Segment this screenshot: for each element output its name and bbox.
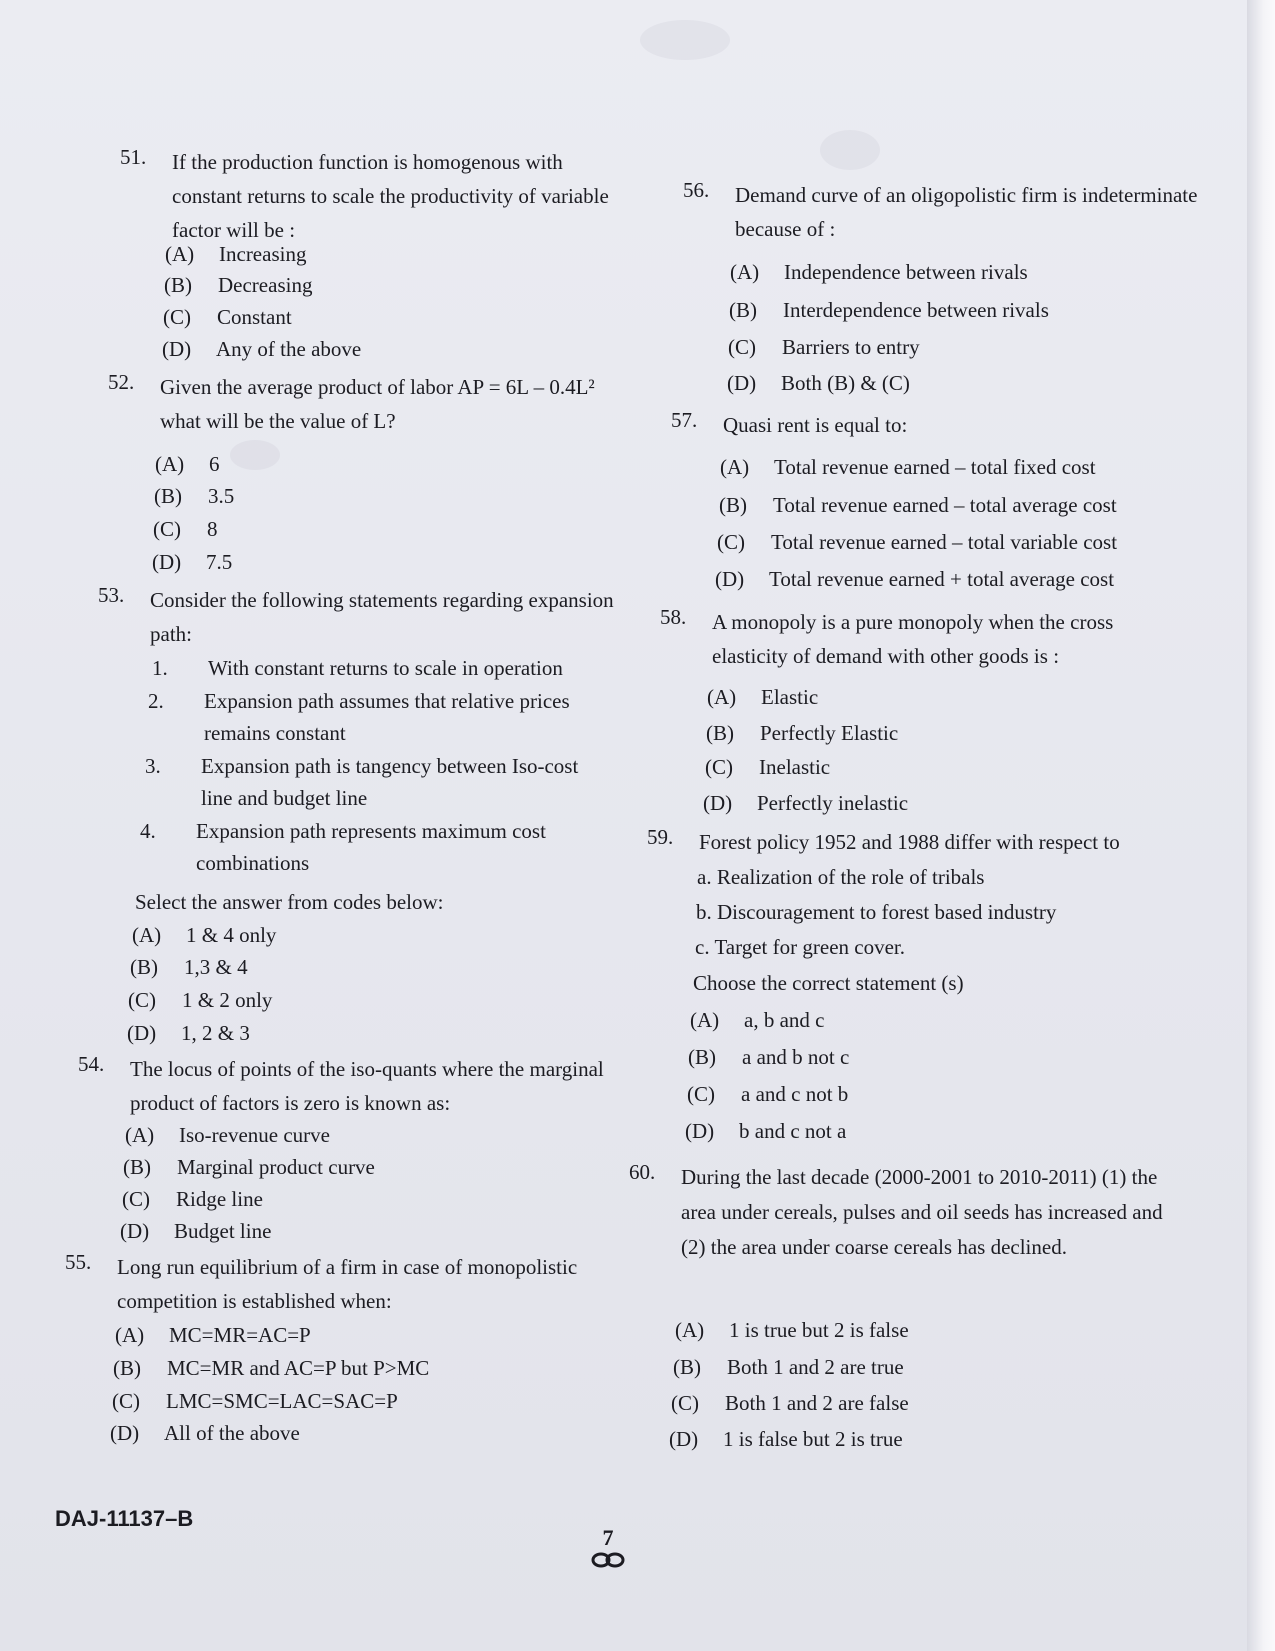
option-text: 1,3 & 4 [184,955,248,979]
option-label: (D) [110,1421,140,1445]
option-label: (D) [703,791,733,815]
option-b[interactable] [164,268,312,302]
option-c[interactable] [128,983,272,1017]
statement-text: Expansion path represents maximum cost combinations [196,819,546,875]
option-text: MC=MR=AC=P [169,1323,311,1347]
question-number: 58. [660,605,687,629]
option-d[interactable] [727,366,910,400]
option-b[interactable] [719,488,1117,522]
option-a[interactable] [165,237,306,271]
option-b[interactable] [706,716,898,750]
option-text: 8 [207,517,218,541]
option-text: Constant [217,305,292,329]
option-a[interactable] [730,255,1028,289]
option-label: (D) [685,1119,715,1143]
option-text: Budget line [174,1219,272,1243]
option-label: (D) [727,371,757,395]
option-c[interactable] [112,1384,398,1418]
paper-code: DAJ-11137–B [55,1506,194,1531]
option-b[interactable] [154,479,234,513]
option-label: (A) [690,1008,720,1032]
option-label: (D) [127,1021,157,1045]
question-stem: Given the average product of labor AP = 6L – 0.4L² what will be the value of L? [160,375,595,433]
question-number: 55. [65,1250,92,1274]
option-text: 1, 2 & 3 [181,1021,250,1045]
page-edge [1247,0,1275,1651]
sub-item-a: a. Realization of the role of tribals [697,865,985,889]
option-text: Barriers to entry [782,335,920,359]
option-a[interactable] [125,1118,330,1152]
statement-number: 2. [148,689,164,713]
option-b[interactable] [673,1350,904,1384]
option-text: Interdependence between rivals [783,298,1049,322]
option-label: (A) [155,452,185,476]
option-d[interactable] [162,332,361,366]
question-number: 56. [683,178,710,202]
option-label: (B) [154,484,182,508]
option-text: Ridge line [176,1187,263,1211]
option-text: Total revenue earned – total variable cost [771,530,1118,554]
option-d[interactable] [110,1416,300,1450]
option-label: (A) [125,1123,155,1147]
option-b[interactable] [123,1150,375,1184]
option-label: (B) [130,955,158,979]
option-text: Iso-revenue curve [179,1123,330,1147]
option-d[interactable] [152,545,232,579]
option-text: Perfectly inelastic [757,791,909,815]
option-a[interactable] [707,680,818,714]
option-label: (B) [688,1045,716,1069]
statement-text: With constant returns to scale in operation [208,656,563,680]
option-text: 1 is true but 2 is false [729,1318,909,1342]
option-label: (C) [671,1391,699,1415]
scan-smudge [230,440,280,470]
question-number: 59. [647,825,674,849]
option-text: a and c not b [741,1082,849,1106]
question-stem: Long run equilibrium of a firm in case of monopolistic competition is established when: [117,1255,578,1313]
option-text: 1 is false but 2 is true [723,1427,903,1451]
option-c[interactable] [122,1182,263,1216]
option-text: Marginal product curve [177,1155,375,1179]
question-number: 60. [629,1160,656,1184]
sub-item-b: b. Discouragement to forest based industry [696,900,1057,924]
option-c[interactable] [687,1077,848,1111]
option-c[interactable] [153,512,218,546]
page-number: 7 [602,1525,614,1550]
option-text: a and b not c [742,1045,850,1069]
option-label: (C) [687,1082,715,1106]
question-stem: Forest policy 1952 and 1988 differ with respect to [699,830,1120,854]
option-text: MC=MR and AC=P but P>MC [167,1356,430,1380]
option-label: (D) [120,1219,150,1243]
option-label: (C) [153,517,181,541]
question-stem: A monopoly is a pure monopoly when the cross elasticity of demand with other goods is : [712,610,1114,668]
sub-item-c: c. Target for green cover. [695,935,905,959]
option-label: (C) [128,988,156,1012]
option-text: 1 & 4 only [186,923,277,947]
option-text: Elastic [761,685,819,709]
question-number: 52. [108,370,135,394]
option-label: (B) [673,1355,701,1379]
question-number: 51. [120,145,147,169]
option-a[interactable] [155,447,220,481]
statement-number: 1. [152,656,168,680]
option-a[interactable] [115,1318,311,1352]
option-label: (A) [720,455,750,479]
option-b[interactable] [130,950,248,984]
option-text: 1 & 2 only [182,988,273,1012]
option-b[interactable] [688,1040,849,1074]
option-d[interactable] [120,1214,271,1248]
option-a[interactable] [690,1003,824,1037]
option-label: (B) [123,1155,151,1179]
option-label: (C) [112,1389,140,1413]
option-label: (B) [164,273,192,297]
question-stem: Demand curve of an oligopolistic firm is indeterminate because of : [735,183,1198,241]
question-stem: The locus of points of the iso-quants where the marginal product of factors is zero is known as: [130,1057,604,1115]
option-text: Total revenue earned + total average cost [769,567,1115,591]
option-label: (A) [730,260,760,284]
statement-number: 3. [145,754,161,778]
scan-smudge [820,130,880,170]
option-text: Inelastic [759,755,831,779]
option-b[interactable] [729,293,1049,327]
option-c[interactable] [163,300,292,334]
option-label: (D) [152,550,182,574]
option-text: Perfectly Elastic [760,721,899,745]
statement-text: Expansion path is tangency between Iso-cost line and budget line [201,754,579,810]
option-label: (B) [719,493,747,517]
option-d[interactable] [715,562,1114,596]
option-text: Both (B) & (C) [781,371,910,395]
option-c[interactable] [717,525,1117,559]
question-stem: Consider the following statements regarding expansion path: [150,588,614,646]
option-label: (C) [122,1187,150,1211]
option-label: (A) [707,685,737,709]
option-b[interactable] [113,1351,429,1385]
option-text: b and c not a [739,1119,847,1143]
statement-text: Expansion path assumes that relative prices remains constant [204,689,570,745]
option-text: Decreasing [218,273,313,297]
statement-number: 4. [140,819,156,843]
option-d[interactable] [685,1114,846,1148]
option-text: a, b and c [744,1008,825,1032]
question-number: 53. [98,583,125,607]
option-text: LMC=SMC=LAC=SAC=P [166,1389,398,1413]
option-text: 6 [209,452,220,476]
option-text: Both 1 and 2 are true [727,1355,904,1379]
option-label: (B) [729,298,757,322]
option-text: Any of the above [216,337,362,361]
question-stem: If the production function is homogenous with constant returns to scale the productivity of variable factor will be : [172,150,609,242]
scan-smudge [640,20,730,60]
option-text: Total revenue earned – total fixed cost [774,455,1096,479]
option-label: (D) [162,337,192,361]
option-label: (C) [717,530,745,554]
option-label: (D) [669,1427,699,1451]
page-ornament-icon [590,1552,626,1568]
option-label: (B) [706,721,734,745]
option-text: All of the above [164,1421,300,1445]
option-a[interactable] [720,450,1096,484]
option-d[interactable] [127,1016,250,1050]
option-label: (C) [163,305,191,329]
option-text: Independence between rivals [784,260,1028,284]
question-number: 54. [78,1052,105,1076]
option-label: (C) [705,755,733,779]
option-label: (A) [115,1323,145,1347]
option-label: (A) [675,1318,705,1342]
option-label: (A) [132,923,162,947]
option-d[interactable] [669,1422,903,1456]
question-stem: Quasi rent is equal to: [723,413,908,437]
option-text: 3.5 [208,484,235,508]
option-label: (A) [165,242,195,266]
question-stem: During the last decade (2000-2001 to 2010-2011) (1) the area under cereals, pulses and oil seeds has increased and (2) the area under coarse cereals has declined. [681,1165,1163,1259]
option-text: Both 1 and 2 are false [725,1391,909,1415]
option-d[interactable] [703,786,908,820]
option-a[interactable] [675,1313,909,1347]
option-a[interactable] [132,918,276,952]
answer-instruction: Select the answer from codes below: [135,890,444,914]
option-label: (D) [715,567,745,591]
option-text: Increasing [219,242,307,266]
question-number: 57. [671,408,698,432]
answer-instruction: Choose the correct statement (s) [693,971,964,995]
option-c[interactable] [728,330,920,364]
option-text: 7.5 [206,550,233,574]
option-c[interactable] [671,1386,909,1420]
option-label: (B) [113,1356,141,1380]
option-c[interactable] [705,750,830,784]
option-text: Total revenue earned – total average cost [773,493,1117,517]
option-label: (C) [728,335,756,359]
